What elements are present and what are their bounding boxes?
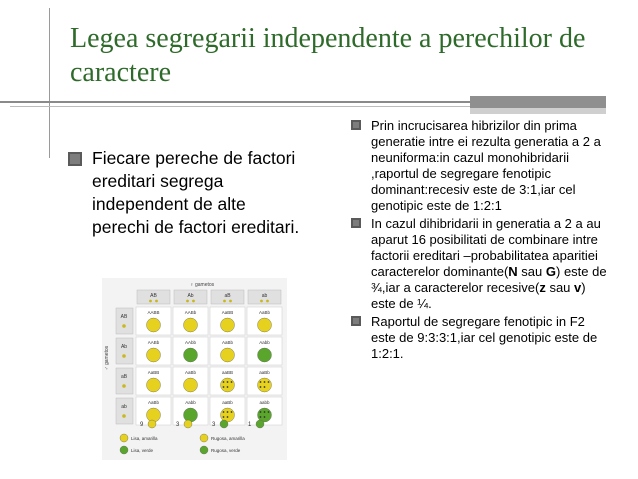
wrinkle-mark (227, 411, 229, 413)
pea-seed (221, 318, 235, 332)
pea-seed (221, 408, 235, 422)
wrinkle-mark (260, 416, 262, 418)
gamete-dot (149, 300, 152, 303)
title-decor-block-light (470, 108, 606, 114)
genotype-label: AaBb (184, 370, 197, 375)
ratio-pea (148, 420, 156, 428)
left-bullet-text: Fiecare pereche de factori ereditari segrega independent de alte perechi de factori ereditari. (92, 148, 300, 237)
pea-seed (147, 378, 161, 392)
genotype-label: aaBb (222, 400, 233, 405)
right-bullet-item (347, 314, 607, 362)
bold-symbol: v (574, 280, 582, 295)
bullet-text-segment: Raportul de segregare fenotipic in F2 este de 9:3:3:1,iar cel genotipic este de 1:2:1. (371, 314, 598, 361)
genotype-label: Aabb (259, 340, 270, 345)
title-decor-block (470, 96, 606, 108)
wrinkle-mark (227, 416, 229, 418)
title-vertical-rule (49, 8, 50, 158)
pea-seed (147, 318, 161, 332)
wrinkle-mark (227, 386, 229, 388)
gamete-dot (223, 300, 226, 303)
legend-pea (120, 446, 128, 454)
wrinkle-mark (223, 411, 225, 413)
legend-label: Rugosa, amarilla (211, 436, 245, 441)
gamete-dot (122, 324, 126, 328)
gamete-label: Ab (187, 293, 194, 299)
punnett-header: ♀ gametos (189, 282, 215, 288)
wrinkle-mark (264, 416, 266, 418)
gamete-label: Ab (120, 344, 128, 350)
genotype-label: AaBb (258, 310, 271, 315)
wrinkle-mark (223, 386, 225, 388)
wrinkle-mark (231, 381, 233, 383)
wrinkle-mark (264, 381, 266, 383)
pea-seed (184, 408, 198, 422)
square-bullet-icon (351, 316, 361, 326)
ratio-value: 3 (176, 422, 180, 428)
genotype-label: AABB (147, 310, 160, 315)
wrinkle-mark (223, 381, 225, 383)
punnett-side-label: ♂ gametos (104, 345, 110, 371)
ratio-value: 9 (140, 422, 144, 428)
wrinkle-mark (264, 411, 266, 413)
gamete-dot (192, 300, 195, 303)
wrinkle-mark (268, 381, 270, 383)
gamete-label: AB (120, 314, 128, 320)
square-bullet-icon (351, 120, 361, 130)
legend-pea (200, 446, 208, 454)
genotype-label: AaBB (147, 370, 160, 375)
pea-seed (221, 378, 235, 392)
right-bullet-item (347, 216, 607, 312)
wrinkle-mark (231, 411, 233, 413)
legend-label: Lisa, amarilla (131, 436, 158, 441)
bold-symbol: G (545, 264, 556, 279)
title-underline-thin (10, 106, 470, 107)
pea-seed (147, 408, 161, 422)
gamete-dot (155, 300, 158, 303)
pea-seed (258, 348, 272, 362)
wrinkle-mark (264, 386, 266, 388)
wrinkle-mark (227, 381, 229, 383)
legend-label: Lisa, verde (131, 448, 154, 453)
gamete-label: AB (150, 293, 157, 299)
gamete-label: ab (121, 404, 127, 410)
gamete-dot (122, 414, 126, 418)
bullet-text-segment: In cazul dihibridarii in generatia a 2 a au aparut 16 posibilitati de combinare intre factorii ereditari –probabilitatea aparitiei caracterelor dominante( (371, 216, 601, 279)
ratio-pea (256, 420, 264, 428)
genotype-label: aaBB (221, 370, 234, 375)
genotype-label: AaBb (147, 400, 160, 405)
bullet-text-segment: ) este de ¾,iar a caracterelor recesive( (371, 264, 607, 295)
pea-seed (184, 348, 198, 362)
gamete-dot (266, 300, 269, 303)
title-underline (0, 101, 470, 103)
bullet-text-segment: ) este de ¼. (371, 280, 586, 311)
ratio-pea (220, 420, 228, 428)
bullet-text-segment: sau (545, 280, 575, 295)
punnett-square-diagram (102, 278, 287, 460)
wrinkle-mark (260, 411, 262, 413)
gamete-dot (186, 300, 189, 303)
gamete-dot (229, 300, 232, 303)
genotype-label: Aabb (185, 400, 196, 405)
pea-seed (184, 318, 198, 332)
pea-seed (258, 318, 272, 332)
pea-seed (147, 348, 161, 362)
bullet-text-segment: sau (517, 264, 546, 279)
gamete-label: aB (120, 374, 128, 380)
square-bullet-icon (68, 152, 82, 166)
ratio-value: 3 (212, 422, 216, 428)
wrinkle-mark (268, 411, 270, 413)
genotype-label: AAbb (184, 340, 197, 345)
wrinkle-mark (223, 416, 225, 418)
wrinkle-mark (260, 386, 262, 388)
slide-title: Legea segregarii independente a perechilor de caractere (70, 23, 586, 88)
gamete-dot (122, 354, 126, 358)
gamete-dot (260, 300, 263, 303)
pea-seed (258, 378, 272, 392)
legend-pea (120, 434, 128, 442)
pea-seed (184, 378, 198, 392)
genotype-label: AaBb (221, 340, 234, 345)
bold-symbol: z (539, 280, 546, 295)
gamete-side-cell (116, 368, 133, 394)
ratio-pea (184, 420, 192, 428)
right-bullet-list (347, 118, 607, 364)
genotype-label: AABb (184, 310, 197, 315)
gamete-side-cell (116, 338, 133, 364)
legend-pea (200, 434, 208, 442)
genotype-label: AaBB (221, 310, 234, 315)
bold-symbol: N (508, 264, 518, 279)
ratio-value: 1 (248, 422, 252, 428)
pea-seed (221, 348, 235, 362)
right-bullet-item (347, 118, 607, 214)
wrinkle-mark (260, 381, 262, 383)
genotype-label: aaBb (259, 370, 270, 375)
gamete-dot (122, 384, 126, 388)
gamete-side-cell (116, 308, 133, 334)
bullet-text-segment: Prin incrucisarea hibrizilor din prima generatie intre ei rezulta generatia a 2 a neuniforma:in cazul monohibridarii ,raportul de segregare fenotipic dominant:recesiv este de 3:1,iar cel genotipic este de 1:2:1 (371, 118, 601, 213)
genotype-label: AABb (147, 340, 160, 345)
gamete-label: aB (224, 293, 231, 299)
legend-label: Rugosa, verde (211, 448, 241, 453)
gamete-label: ab (261, 293, 268, 299)
gamete-side-cell (116, 398, 133, 424)
genotype-label: aabb (259, 400, 270, 405)
square-bullet-icon (351, 218, 361, 228)
